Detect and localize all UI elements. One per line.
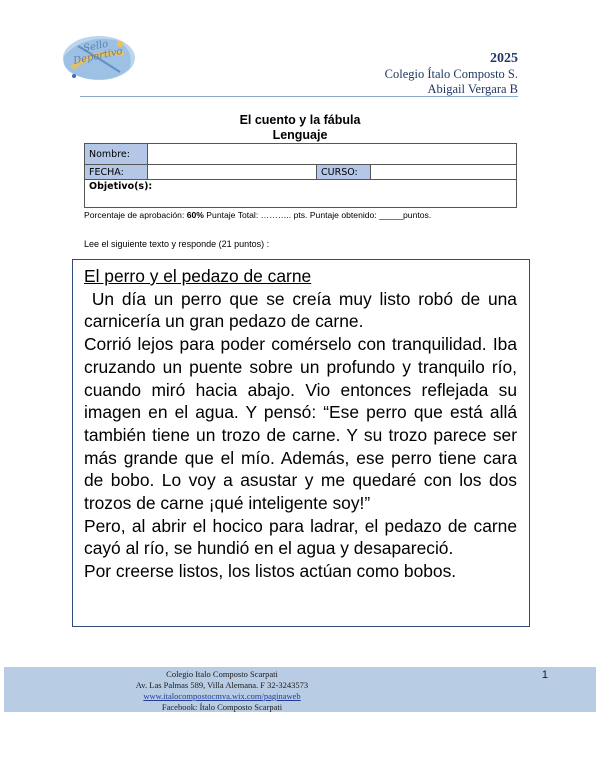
logo-wordmark: Sello Deportivo: [72, 38, 124, 67]
page-number: 1: [541, 669, 548, 681]
scoring-info: [84, 210, 431, 220]
footer-facebook: Facebook: Ítalo Composto Scarpati: [161, 702, 283, 712]
story-box: [72, 259, 530, 627]
date-field[interactable]: [148, 165, 317, 180]
approval-value: 60%: [186, 210, 204, 220]
obtained-label: pts. Puntaje obtenido:: [291, 210, 380, 220]
footer-contact: [122, 669, 322, 713]
name-field[interactable]: [148, 144, 517, 165]
course-field[interactable]: [371, 165, 517, 180]
story-paragraph: Pero, al abrir el hocico para ladrar, el pedazo de carne cayó al río, se hundió en el agua y desapareció.: [84, 515, 517, 559]
page-title: El cuento y la fábula: [239, 113, 361, 127]
header-divider: [80, 96, 518, 97]
footer-address: Av. Las Palmas 589, Villa Alemana. F 32-3243573: [135, 680, 309, 690]
objective-label: Objetivo(s):: [89, 181, 153, 192]
story-paragraph: Corrió lejos para poder comérselo con tranquilidad. Iba cruzando un puente sobre un profundo y tranquilo río, cuando miró hacia abajo. Vio entonces reflejada su imagen en el agua. Y pensó: “Ese perro que está allá también tiene un trozo de carne. Y su trozo parece ser más grande que el mío. Además, ese perro tiene cara de bobo. Lo voy a asustar y me quedaré con los dos trozos de carne ¡qué inteligente soy!”: [84, 334, 517, 514]
objective-field[interactable]: [85, 180, 517, 208]
approval-label: Porcentaje de aprobación:: [84, 210, 187, 220]
obtained-blank: _____: [379, 210, 404, 220]
year: 2025: [490, 51, 518, 66]
date-label: FECHA:: [85, 165, 148, 180]
teacher-name: Abigail Vergara B: [427, 82, 518, 96]
total-label: Puntaje Total:: [203, 210, 261, 220]
document-header: [385, 50, 518, 97]
page-footer: [4, 667, 596, 712]
total-blank: ………..: [260, 210, 292, 220]
school-name: Colegio Ítalo Composto S.: [384, 67, 518, 81]
obtained-unit: puntos.: [403, 210, 432, 220]
footer-school: Colegio Italo Composto Scarpati: [166, 669, 278, 679]
subject-title: Lenguaje: [272, 128, 328, 142]
story-paragraph: Un día un perro que se creía muy listo robó de una carnicería un gran pedazo de carne.: [84, 288, 522, 332]
student-info-form: [84, 143, 517, 208]
course-label: CURSO:: [317, 165, 371, 180]
reading-instruction: Lee el siguiente texto y responde (21 puntos) :: [84, 239, 270, 249]
name-label: Nombre:: [85, 144, 148, 165]
story-moral: Por creerse listos, los listos actúan como bobos.: [84, 561, 457, 582]
school-logo: [54, 28, 140, 90]
footer-website-link[interactable]: www.italocompostocmva.wix.com/paginaweb: [143, 691, 301, 701]
story-title: El perro y el pedazo de carne: [84, 266, 312, 286]
